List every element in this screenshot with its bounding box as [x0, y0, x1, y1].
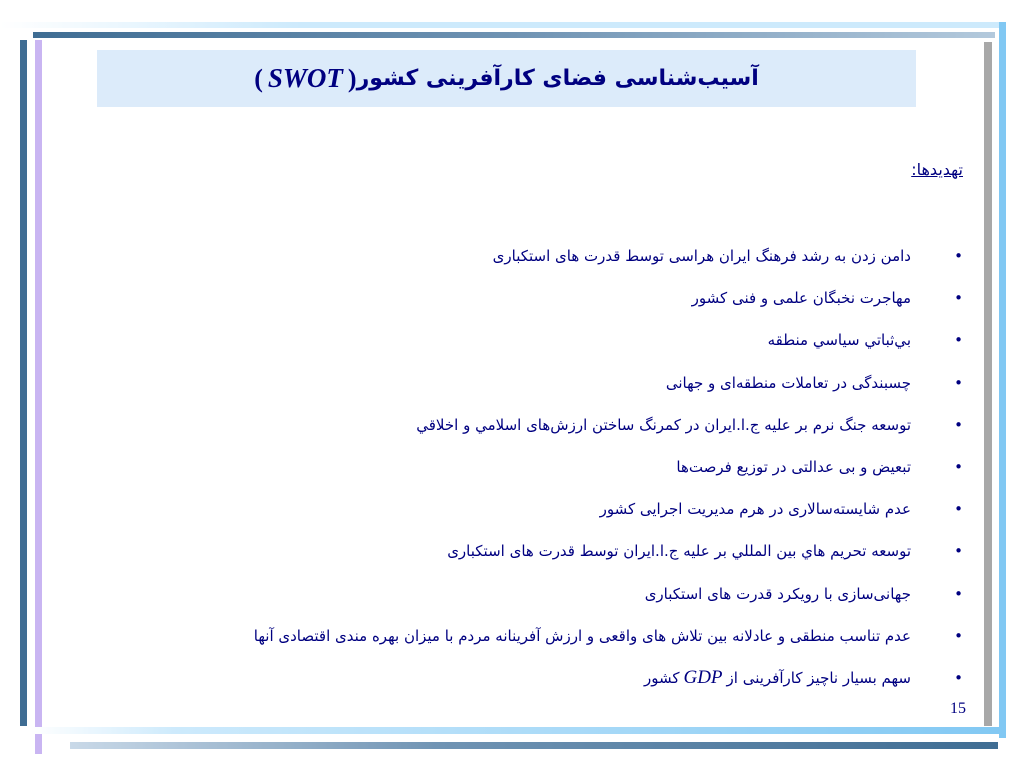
gdp-abbr: GDP: [683, 666, 723, 688]
list-item: [53, 446, 963, 488]
slide-title: [97, 50, 916, 107]
bullet-icon: •: [954, 289, 963, 308]
threats-list: [53, 235, 963, 699]
list-item-text: تبعیض و بی عدالتی در توزیع فرصت‌ها: [676, 458, 911, 477]
list-item: [53, 488, 963, 530]
bullet-icon: •: [954, 668, 963, 687]
left-bar-dark: [20, 40, 27, 726]
list-item-text: مهاجرت نخبگان علمی و فنی کشور: [691, 289, 911, 308]
bullet-icon: •: [954, 415, 963, 434]
list-item-text: بي‌ثباتي سياسي منطقه: [767, 331, 911, 350]
list-item-text: عدم تناسب منطقی و عادلانه بین تلاش های واقعی و ارزش آفرینانه مردم با میزان بهره مندی اقتصادی آنها: [253, 626, 911, 645]
list-item: [53, 530, 963, 572]
list-item-text: توسعه جنگ نرم بر عليه ج.ا.ايران در كمرنگ ساختن ارزش‌های اسلامي و اخلاقي: [416, 415, 911, 434]
list-item: [53, 277, 963, 319]
list-item-text: چسبندگی در تعاملات منطقه‌ای و جهانی: [665, 373, 911, 392]
left-bar-lavender: [35, 40, 42, 754]
title-text: آسیب‌شناسی فضای کارآفرینی کشور: [356, 66, 759, 91]
list-item: [53, 319, 963, 361]
list-item-text: دامن زدن به رشد فرهنگ ایران هراسی توسط قدرت های استکباری: [492, 247, 911, 266]
list-item: [53, 573, 963, 615]
list-item: [53, 404, 963, 446]
top-bar-light: [0, 22, 1000, 28]
title-abbr: SWOT: [267, 63, 343, 93]
title-close-paren: ): [254, 63, 263, 93]
list-item: [53, 615, 963, 657]
bullet-icon: •: [954, 500, 963, 519]
list-item: [53, 235, 963, 277]
bullet-icon: •: [954, 626, 963, 645]
list-item-text: توسعه تحريم هاي بين المللي بر عليه ج.ا.ايران توسط قدرت های استکباری: [447, 542, 911, 561]
list-item: [53, 657, 963, 699]
bullet-icon: •: [954, 247, 963, 266]
bullet-icon: •: [954, 458, 963, 477]
list-item-text: عدم شایسته‌سالاری در هرم مدیریت اجرایی کشور: [599, 500, 911, 519]
title-open-paren: (: [347, 63, 357, 93]
list-item-text-before: سهم بسیار ناچیز کارآفرینی از: [726, 668, 911, 687]
bullet-icon: •: [954, 373, 963, 392]
bullet-icon: •: [954, 331, 963, 350]
right-bar-gray: [984, 42, 992, 726]
bottom-bar-light: [30, 727, 1006, 734]
bottom-bar-dark: [70, 742, 998, 749]
page-number: 15: [950, 700, 966, 717]
top-bar-dark: [33, 32, 995, 38]
bullet-icon: •: [954, 584, 963, 603]
list-item-text: جهانی‌سازی با رویکرد قدرت های استکباری: [644, 584, 911, 603]
list-item: [53, 362, 963, 404]
section-heading: تهدیدها:: [911, 160, 963, 179]
right-bar-light: [999, 22, 1006, 738]
list-item-text-after: کشور: [643, 668, 680, 687]
bullet-icon: •: [954, 542, 963, 561]
